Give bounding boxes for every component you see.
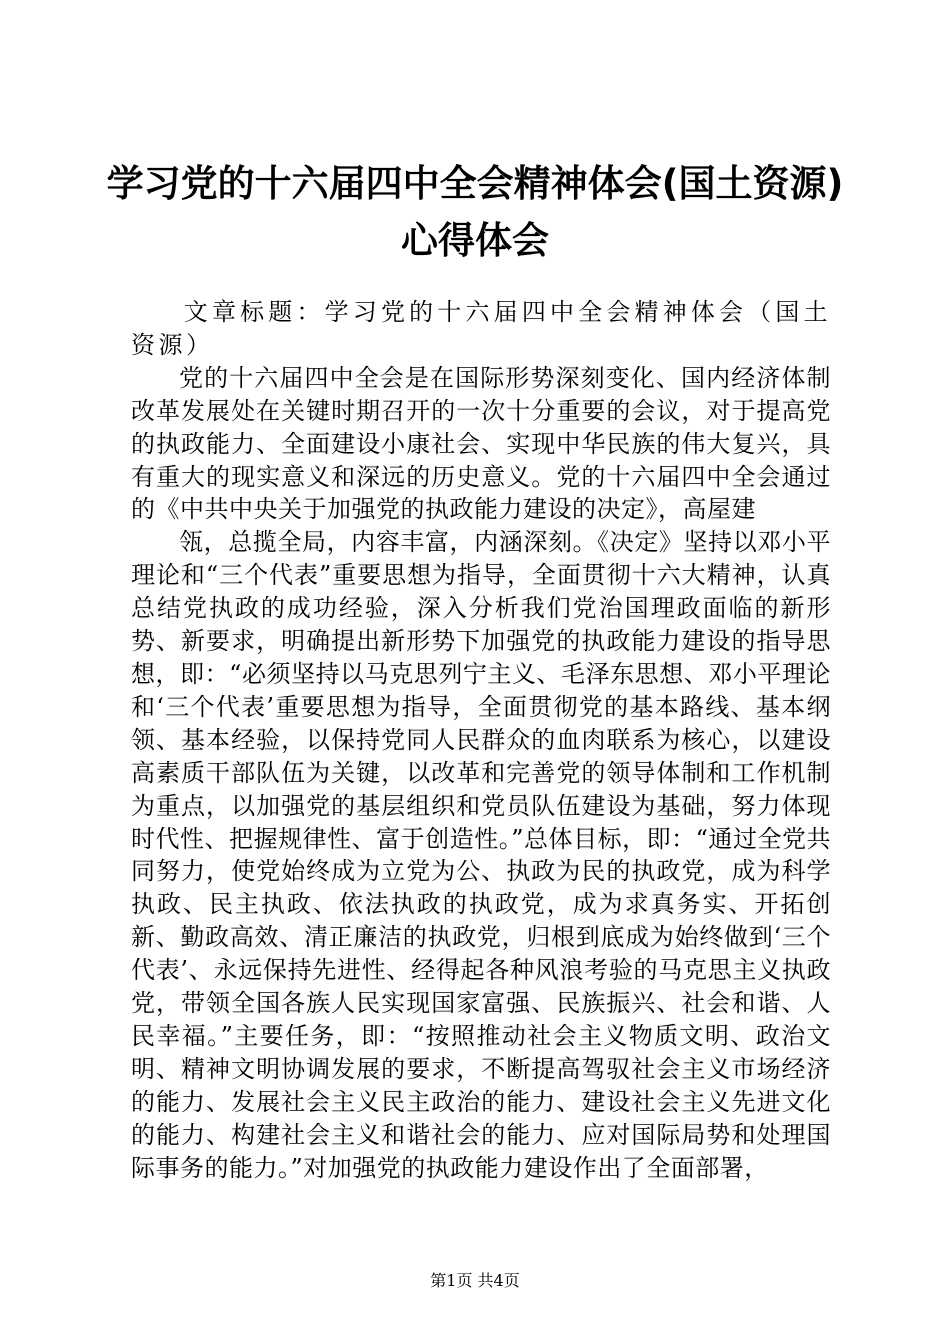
body-paragraph-2: 瓴，总揽全局，内容丰富，内涵深刻。《决定》坚持以邓小平理论和“三个代表”重要思想为指导，全面贯彻十六大精神，认真总结党执政的成功经验，深入分析我们党治国理政面临的新形势、新要求，明确提出新形势下加强党的执政能力建设的指导思想，即：“必须坚持以马克思列宁主义、毛泽东思想、邓小平理论和‘三个代表’重要思想为指导，全面贯彻党的基本路线、基本纲领、基本经验，以保持党同人民群众的血肉联系为核心，以建设高素质干部队伍为关键，以改革和完善党的领导体制和工作机制为重点，以加强党的基层组织和党员队伍建设为基础，努力体现时代性、把握规律性、富于创造性。”总体目标，即：“通过全党共同努力，使党始终成为立党为公、执政为民的执政党，成为科学执政、民主执政、依法执政的执政党，成为求真务实、开拓创新、勤政高效、清正廉洁的执政党，归根到底成为始终做到‘三个代表’、永远保持先进性、经得起各种风浪考验的马克思主义执政党，带领全国各族人民实现国家富强、民族振兴、社会和谐、人民幸福。”主要任务，即：“按照推动社会主义物质文明、政治文明、精神文明协调发展的要求，不断提高驾驭社会主义市场经济的能力、发展社会主义民主政治的能力、建设社会主义先进文化的能力、构建社会主义和谐社会的能力、应对国际局势和处理国际事务的能力。”对加强党的执政能力建设作出了全面部署， (131, 528, 831, 1182)
document-body (131, 296, 831, 1184)
article-title-paragraph: 文章标题：学习党的十六届四中全会精神体会（国土资源） (131, 298, 831, 359)
page-footer: 第1页 共4页 (430, 1271, 520, 1290)
document-title-line1: 学习党的十六届四中全会精神体会(国土资源) (106, 162, 844, 205)
body-paragraph-1: 党的十六届四中全会是在国际形势深刻变化、国内经济体制改革发展处在关键时期召开的一次十分重要的会议，对于提高党的执政能力、全面建设小康社会、实现中华民族的伟大复兴，具有重大的现实意义和深远的历史意义。党的十六届四中全会通过的《中共中央关于加强党的执政能力建设的决定》，高屋建 (131, 363, 831, 524)
document-title-line2: 心得体会 (401, 219, 549, 262)
